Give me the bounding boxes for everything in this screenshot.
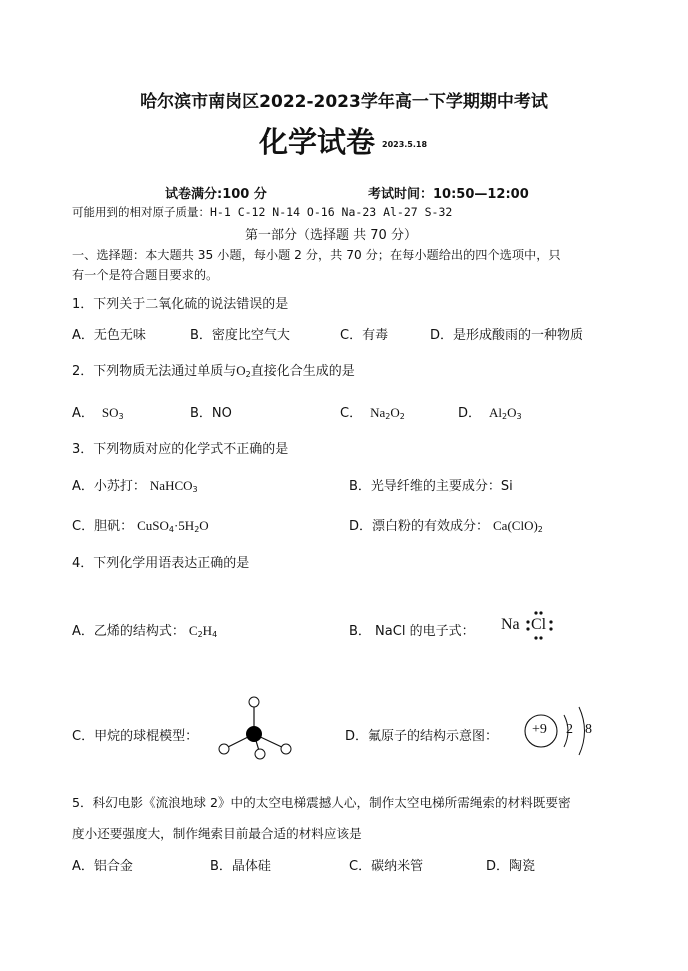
q3-stem: 3．下列物质对应的化学式不正确的是 xyxy=(72,442,289,457)
exam-date: 2023.5.18 xyxy=(382,140,428,149)
fluorine-nucleus: +9 xyxy=(532,722,547,737)
q4-option-b: B． NaCl 的电子式： xyxy=(349,624,475,639)
exam-time: 考试时间：10:50—12:00 xyxy=(368,187,529,202)
q2-option-c xyxy=(340,402,405,421)
nacl-electron-formula xyxy=(501,616,520,634)
part1-title: 第一部分（选择题 共 70 分） xyxy=(245,228,417,243)
q2-option-d-formula2: O xyxy=(507,405,517,420)
q2-option-b: B．NO xyxy=(190,406,232,421)
q3-option-d-label: D．漂白粉的有效成分： xyxy=(349,519,490,534)
q3-option-c xyxy=(72,515,209,534)
nacl-cl: Cl xyxy=(531,616,547,633)
q4-option-d: D．氟原子的结构示意图： xyxy=(345,729,499,744)
q4-option-a-formula2: H xyxy=(202,623,213,638)
nacl-electron-dots xyxy=(520,608,560,642)
q4-stem: 4．下列化学用语表达正确的是 xyxy=(72,556,250,571)
q2-option-d xyxy=(458,402,522,421)
q2-option-d-label: D． xyxy=(458,406,482,421)
q1-option-c: C．有毒 xyxy=(340,328,389,343)
q3-option-d-sub: 2 xyxy=(537,525,543,534)
exam-title: 哈尔滨市南岗区2022-2023学年高一下学期期中考试 xyxy=(140,92,548,112)
q1-stem: 1．下列关于二氧化硫的说法错误的是 xyxy=(72,297,289,312)
section1-line2: 有一个是符合题目要求的。 xyxy=(72,268,219,282)
q3-option-c-label: C．胆矾： xyxy=(72,519,134,534)
q3-option-a xyxy=(72,475,198,494)
q2-stem-pre: 2．下列物质无法通过单质与 xyxy=(72,364,237,379)
q2-option-d-sub2: 3 xyxy=(516,412,522,421)
q2-option-a-sub: 3 xyxy=(118,412,124,421)
q2-option-c-formula1: Na xyxy=(370,405,386,420)
fluorine-shell-2: 8 xyxy=(585,722,592,737)
full-score: 试卷满分:100 分 xyxy=(165,187,267,202)
q4-option-a-label: A．乙烯的结构式： xyxy=(72,624,185,639)
q5-option-d: D．陶瓷 xyxy=(486,859,536,874)
q2-option-c-label: C． xyxy=(340,406,363,421)
q2-stem xyxy=(72,360,355,379)
q3-option-c-formula3: O xyxy=(199,518,209,533)
atomic-masses: 可能用到的相对原子质量：H-1 C-12 N-14 O-16 Na-23 Al-27 S-32 xyxy=(72,205,453,219)
q1-option-d: D．是形成酸雨的一种物质 xyxy=(430,328,584,343)
q2-stem-o-sub: 2 xyxy=(245,370,251,379)
q4-option-a-sub2: 4 xyxy=(212,630,218,639)
q2-option-a-label: A． xyxy=(72,406,94,421)
q4-option-c: C．甲烷的球棍模型： xyxy=(72,729,199,744)
q2-option-a xyxy=(72,402,124,421)
q3-option-c-formula2: ·5H xyxy=(173,518,195,533)
q5-stem-line2: 度小还要强度大，制作绳索目前最合适的材料应该是 xyxy=(72,826,362,841)
q3-option-c-formula1: CuSO xyxy=(137,518,169,533)
q2-option-c-sub2: 2 xyxy=(399,412,405,421)
subject-title: 化学试卷 xyxy=(259,125,376,159)
q2-option-a-formula: SO xyxy=(101,405,119,420)
q1-option-b: B．密度比空气大 xyxy=(190,328,290,343)
fluorine-shell-1: 2 xyxy=(566,722,573,737)
q5-option-b: B．晶体硅 xyxy=(210,859,271,874)
q2-option-c-sub1: 2 xyxy=(385,412,391,421)
q5-stem-line1: 5．科幻电影《流浪地球 2》中的太空电梯震撼人心，制作太空电梯所需绳索的材料既要密 xyxy=(72,795,571,810)
q3-option-a-formula: NaHCO xyxy=(149,478,193,493)
q4-option-a-sub1: 2 xyxy=(197,630,203,639)
nacl-na: Na xyxy=(501,616,520,633)
q2-option-d-formula1: Al xyxy=(489,405,503,420)
q3-option-c-sub1: 4 xyxy=(168,525,174,534)
q3-option-b: B．光导纤维的主要成分：Si xyxy=(349,479,513,494)
q2-stem-post: 直接化合生成的是 xyxy=(250,364,355,379)
q5-option-c: C．碳纳米管 xyxy=(349,859,424,874)
q2-option-c-formula2: O xyxy=(390,405,400,420)
q4-option-a-formula1: C xyxy=(188,623,198,638)
q1-option-a: A．无色无味 xyxy=(72,328,146,343)
q3-option-a-label: A．小苏打： xyxy=(72,479,146,494)
q3-option-d xyxy=(349,515,543,534)
q2-stem-o: O xyxy=(236,363,246,378)
q3-option-c-sub2: 2 xyxy=(194,525,200,534)
q5-option-a: A．铝合金 xyxy=(72,859,133,874)
q2-option-d-sub1: 2 xyxy=(502,412,508,421)
section1-line1: 一、选择题：本大题共 35 小题，每小题 2 分，共 70 分；在每小题给出的四个选项中，只 xyxy=(72,248,561,262)
methane-ball-stick-model xyxy=(215,692,305,762)
q3-option-a-sub: 3 xyxy=(192,485,198,494)
q3-option-d-formula: Ca(ClO) xyxy=(493,518,538,533)
q4-option-a xyxy=(72,620,217,639)
